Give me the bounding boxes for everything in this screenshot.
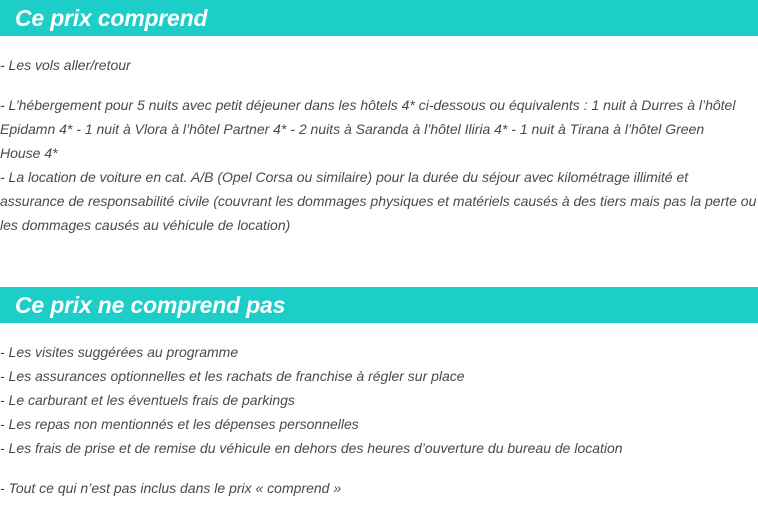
- list-item-line: assurance de responsabilité civile (couvrant les dommages physiques et matériels causés à des tiers mais pas la perte ou: [0, 193, 757, 209]
- list-item-line: - La location de voiture en cat. A/B (Opel Corsa ou similaire) pour la durée du séjour avec kilométrage illimité et: [0, 169, 689, 185]
- list-item: - Le carburant et les éventuels frais de parkings: [0, 392, 295, 408]
- list-item: - Les vols aller/retour: [0, 57, 131, 73]
- list-item-line: House 4*: [0, 145, 58, 161]
- excludes-list: [0, 340, 758, 460]
- list-item-line: Epidamn 4* - 1 nuit à Vlora à l’hôtel Partner 4* - 2 nuits à Saranda à l’hôtel Iliria 4* - 1 nuit à Tirana à l’hôtel Green: [0, 121, 705, 137]
- list-item: - Les visites suggérées au programme: [0, 344, 239, 360]
- excludes-section-title: Ce prix ne comprend pas: [0, 287, 758, 323]
- list-item: - Tout ce qui n’est pas inclus dans le prix « comprend »: [0, 480, 342, 496]
- includes-hotel: [0, 93, 758, 237]
- includes-section-title: Ce prix comprend: [0, 0, 758, 36]
- list-item-line: les dommages causés au véhicule de location): [0, 217, 291, 233]
- includes-flights: [0, 53, 758, 77]
- list-item: - Les repas non mentionnés et les dépenses personnelles: [0, 416, 359, 432]
- list-item: - Les assurances optionnelles et les rachats de franchise à régler sur place: [0, 368, 465, 384]
- list-item: - Les frais de prise et de remise du véhicule en dehors des heures d’ouverture du bureau de location: [0, 440, 623, 456]
- excludes-other: [0, 476, 758, 500]
- list-item-line: - L’hébergement pour 5 nuits avec petit déjeuner dans les hôtels 4* ci-dessous ou équivalents : 1 nuit à Durres à l’hôtel: [0, 97, 736, 113]
